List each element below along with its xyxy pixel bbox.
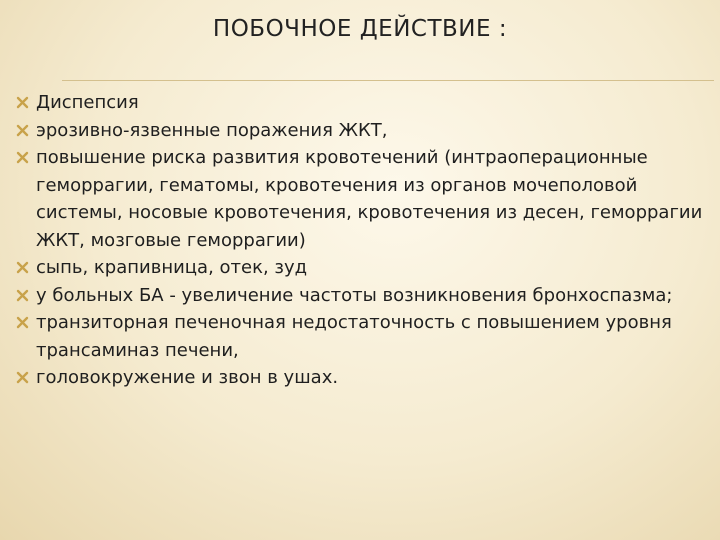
list-item <box>16 282 706 310</box>
x-mark-icon <box>16 96 29 109</box>
list-item-text: повышение риска развития кровотечений (интраоперационные геморрагии, гематомы, кровотечения из органов мочеполовой системы, носовые кровотечения, кровотечения из десен, геморрагии ЖКТ, мозговые геморрагии) <box>36 147 703 251</box>
list-item <box>16 117 706 145</box>
x-mark-icon <box>16 316 29 329</box>
list-item <box>16 254 706 282</box>
slide-title: ПОБОЧНОЕ ДЕЙСТВИЕ : <box>212 16 508 42</box>
list-item-text: Диспепсия <box>36 92 139 113</box>
list-item <box>16 364 706 392</box>
list-item <box>16 309 706 364</box>
x-mark-icon <box>16 261 29 274</box>
bullet-list <box>16 89 706 392</box>
list-item <box>16 89 706 117</box>
list-item-text: сыпь, крапивница, отек, зуд <box>36 257 308 278</box>
x-mark-icon <box>16 371 29 384</box>
x-mark-icon <box>16 124 29 137</box>
x-mark-icon <box>16 289 29 302</box>
list-item-text: транзиторная печеночная недостаточность с повышением уровня трансаминаз печени, <box>36 312 672 361</box>
list-item-text: эрозивно-язвенные поражения ЖКТ, <box>36 119 388 141</box>
title-divider <box>62 80 714 81</box>
list-item-text: головокружение и звон в ушах. <box>36 367 339 388</box>
x-mark-icon <box>16 151 29 164</box>
list-item-text: у больных БА - увеличение частоты возникновения бронхоспазма; <box>36 284 673 306</box>
list-item <box>16 144 706 254</box>
